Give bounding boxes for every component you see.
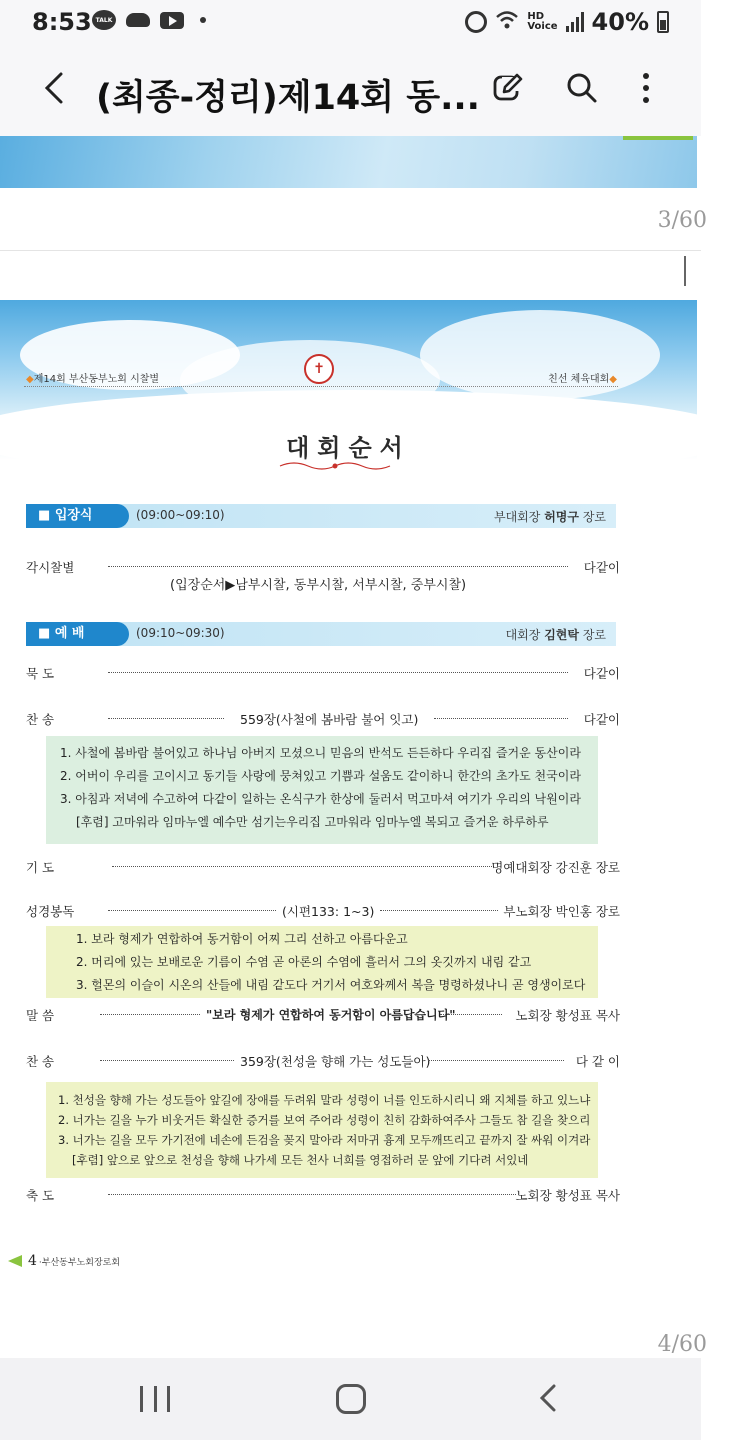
page-footer: 4 ·부산동부노회장로회	[0, 1254, 120, 1268]
edit-button[interactable]	[486, 66, 530, 110]
section-worship-header: ■ 예 배 (09:10~09:30) 대회장 김현탁 장로	[26, 622, 616, 646]
program-title: 대회순서	[286, 433, 411, 462]
previous-page-accent	[623, 136, 693, 140]
home-button[interactable]	[336, 1384, 366, 1414]
section-entrance-header: ■ 입장식 (09:00~09:10) 부대회장 허명구 장로	[26, 504, 616, 528]
app-bar	[0, 42, 701, 136]
header-divider	[24, 386, 618, 387]
battery-icon	[657, 11, 669, 33]
cloud-icon	[126, 13, 150, 27]
text-cursor	[684, 256, 686, 286]
previous-page-banner	[0, 136, 697, 188]
program-row-entrance: 각시찰별 다같이	[26, 560, 620, 575]
back-chevron-icon	[538, 1383, 558, 1413]
alarm-icon	[465, 11, 487, 33]
hd-voice-icon: HD Voice	[527, 11, 558, 32]
page-divider	[0, 250, 701, 251]
presbytery-emblem-icon: ✝	[304, 354, 334, 384]
document-title: (최종-정리)제14회 동...	[96, 78, 480, 118]
notification-icons	[92, 10, 206, 30]
back-button[interactable]	[30, 64, 78, 112]
search-icon	[566, 72, 598, 104]
program-row-hymn-2: 찬 송 359장(천성을 향해 가는 성도들아) 다 같 이	[26, 1054, 620, 1069]
youtube-icon	[160, 12, 184, 29]
hymn-1-lyrics-box: 1. 사철에 봄바람 불어있고 하나님 아버지 모셨으니 믿음의 반석도 든든하다 우리집 즐거운 동산이라 2. 어버이 우리를 고이시고 동기들 사랑에 뭉쳐있고 기쁨과 설움도 같이하니 한간의 초가도 천국이라 3. 아침과 저녁에 수고하여 다같이 일하는 온식구가 한상에 둘러서 먹고마셔 여기가 우리의 낙원이라 [후렴] 고마워라 임마누엘 예수만 섬기는우리집 고마워라 임마누엘 복되고 즐거운 하루하루	[46, 736, 598, 844]
kakaotalk-icon: TALK	[92, 10, 116, 30]
program-row-silent-prayer: 묵 도 다같이	[26, 666, 620, 681]
search-button[interactable]	[560, 66, 604, 110]
signal-icon	[566, 12, 584, 32]
system-back-button[interactable]	[530, 1380, 566, 1416]
section-presider: 부대회장 허명구 장로	[494, 510, 606, 524]
scripture-text-box: 1. 보라 형제가 연합하여 동거함이 어찌 그리 선하고 아름다운고 2. 머리에 있는 보배로운 기름이 수염 곧 아론의 수염에 흘러서 그의 옷깃까지 내림 같고 3. 헐몬의 이슬이 시온의 산들에 내림 같도다 거기서 여호와께서 복을 명령하셨나니 곧 영생이로다	[46, 926, 598, 998]
title-ornament-icon	[280, 460, 390, 472]
chevron-left-icon	[42, 71, 66, 105]
program-row-prayer: 기 도 명예대회장 강진훈 장로	[26, 860, 620, 875]
header-event-type: 친선 체육대회◆	[548, 374, 617, 385]
more-vertical-icon	[641, 72, 651, 104]
program-row-hymn-1: 찬 송 559장(사철에 봄바람 불어 잇고) 다같이	[26, 712, 620, 727]
page-indicator-prev: 3/60	[657, 208, 707, 233]
status-time: 8:53	[32, 8, 92, 36]
entrance-order-detail: (입장순서▶남부시찰, 동부시찰, 서부시찰, 중부시찰)	[170, 578, 467, 593]
footer-marker-icon	[8, 1255, 22, 1267]
wifi-icon	[495, 10, 519, 35]
section-label: ■ 입장식	[26, 504, 129, 528]
program-row-scripture-reading: 성경봉독 (시편133: 1~3) 부노회장 박인홍 장로	[26, 904, 620, 919]
recent-apps-icon	[140, 1386, 143, 1412]
edit-icon	[492, 72, 524, 104]
recent-apps-button[interactable]	[140, 1386, 170, 1414]
hymn-2-lyrics-box: 1. 천성을 향해 가는 성도들아 앞길에 장애를 두려워 말라 성령이 너를 인도하시리니 왜 지체를 하고 있느냐 2. 너가는 길을 누가 비웃거든 확실한 증거를 보여 주어라 성령이 친히 감화하여주사 그들도 참 길을 찾으리 3. 너가는 길을 모두 가기전에 네손에 든검을 꽂지 말아라 저마귀 흉계 모두깨뜨리고 끝까지 잘 싸워 이겨라 [후렴] 앞으로 앞으로 천성을 향해 나가세 모든 천사 너희를 영접하러 문 앞에 기다려 서있네	[46, 1082, 598, 1178]
battery-percent: 40%	[591, 8, 649, 36]
system-icons	[465, 8, 669, 36]
program-row-sermon: 말 씀 "보라 형제가 연합하여 동거함이 아름답습니다" 노회장 황성표 목사	[26, 1008, 620, 1023]
program-row-benediction: 축 도 노회장 황성표 목사	[26, 1188, 620, 1203]
more-options-button[interactable]	[624, 66, 668, 110]
more-notifications-dot-icon	[200, 17, 206, 23]
status-bar	[0, 0, 701, 42]
page-indicator-current: 4/60	[657, 1332, 707, 1357]
document-page	[0, 300, 697, 1300]
header-event-name: ◆제14회 부산동부노회 시찰별	[26, 374, 160, 385]
section-presider: 대회장 김현탁 장로	[505, 628, 606, 642]
section-label: ■ 예 배	[26, 622, 129, 646]
system-navigation-bar	[0, 1358, 701, 1440]
document-viewer[interactable]	[0, 136, 707, 1358]
